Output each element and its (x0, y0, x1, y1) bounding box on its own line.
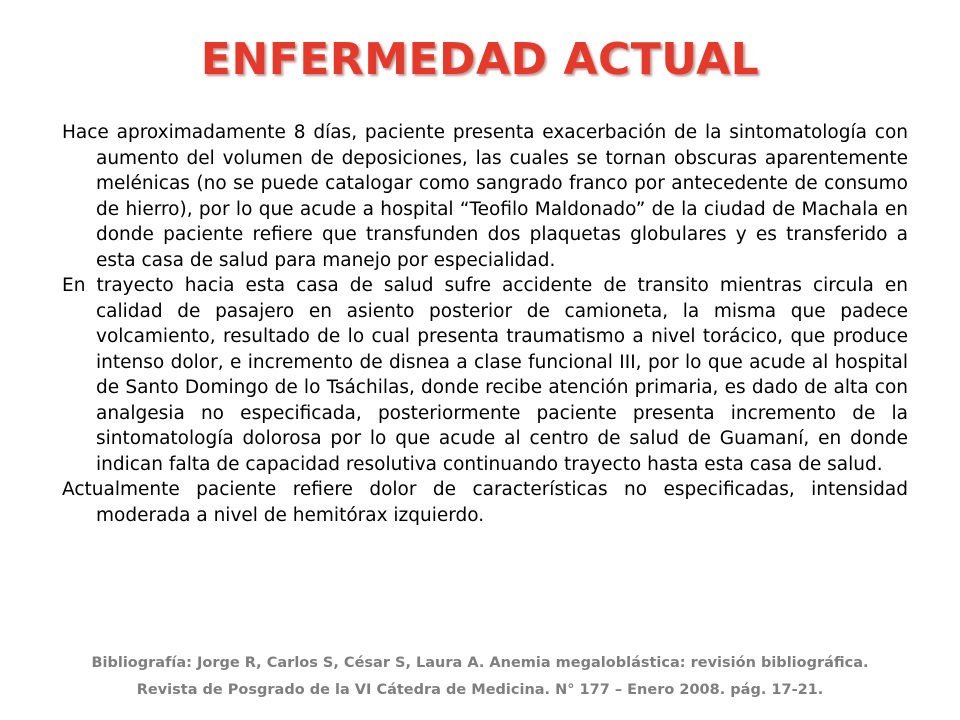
paragraph-accident: En trayecto hacia esta casa de salud sufre accidente de transito mientras circula en calidad de pasajero en asiento posterior de camioneta, la misma que padece volcamiento, resultado de lo cual presenta traumatismo a nivel torácico, que produce intenso dolor, e incremento de disnea a clase funcional III, por lo que acude al hospital de Santo Domingo de lo Tsáchilas, donde recibe atención primaria, es dado de alta con analgesia no especificada, posteriormente paciente presenta incremento de la sintomatología dolorosa por lo que acude al centro de salud de Guamaní, en donde indican falta de capacidad resolutiva continuando trayecto hasta esta casa de salud. (62, 275, 908, 475)
slide-body (62, 120, 908, 528)
bibliography-line-2: Revista de Posgrado de la VI Cátedra de Medicina. N° 177 – Enero 2008. pág. 17-21. (136, 682, 824, 698)
paragraph-history: Hace aproximadamente 8 días, paciente presenta exacerbación de la sintomatología con aumento del volumen de deposiciones, las cuales se tornan obscuras aparentemente melénicas (no se puede catalogar como sangrado franco por antecedente de consumo de hierro), por lo que acude a hospital “Teofilo Maldonado” de la ciudad de Machala en donde paciente refiere que transfunden dos plaquetas globulares y es transferido a esta casa de salud para manejo por especialidad. (62, 122, 908, 271)
slide-title: ENFERMEDAD ACTUAL (200, 34, 760, 85)
bibliography (30, 650, 930, 704)
paragraph-current: Actualmente paciente refiere dolor de características no especificadas, intensidad moderada a nivel de hemitórax izquierdo. (62, 479, 908, 526)
bibliography-line-1: Bibliografía: Jorge R, Carlos S, César S, Laura A. Anemia megaloblástica: revisión bibliográfica. (91, 655, 869, 671)
